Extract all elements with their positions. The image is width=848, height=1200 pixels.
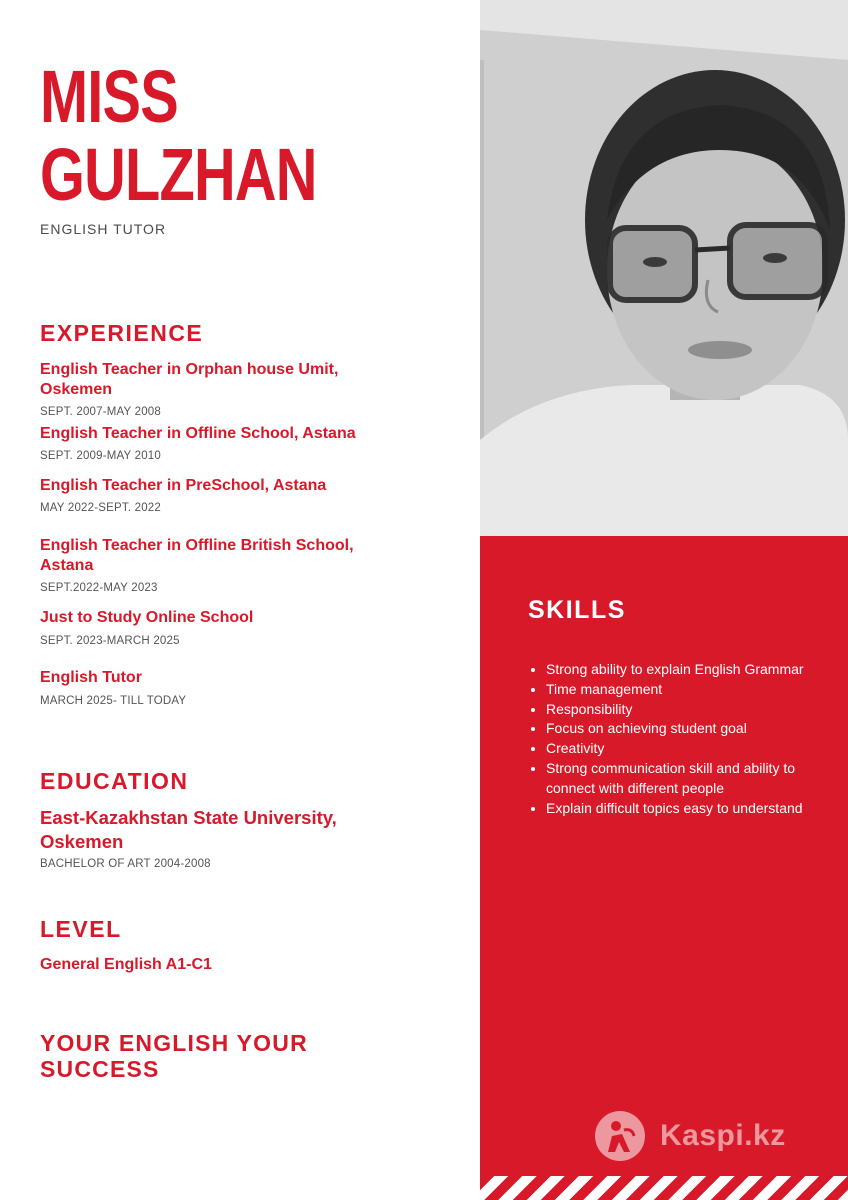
education-degree: BACHELOR OF ART 2004-2008 bbox=[40, 858, 211, 870]
profile-photo-illustration bbox=[480, 0, 848, 536]
skills-heading: SKILLS bbox=[528, 596, 626, 624]
name-line-1: MISS bbox=[40, 55, 178, 138]
skill-item: • Time management bbox=[546, 680, 836, 700]
education-heading: EDUCATION bbox=[40, 768, 189, 794]
job-subtitle: ENGLISH TUTOR bbox=[40, 221, 167, 237]
experience-item-title: English Teacher in Orphan house Umit, Oskemen bbox=[40, 361, 339, 398]
profile-photo bbox=[480, 0, 848, 536]
experience-heading: EXPERIENCE bbox=[40, 320, 204, 346]
skills-list bbox=[528, 660, 836, 818]
experience-item-title: English Teacher in PreSchool, Astana bbox=[40, 477, 327, 494]
skills-panel bbox=[480, 536, 848, 1176]
level-value: General English A1-C1 bbox=[40, 956, 212, 973]
experience-item-date: SEPT.2022-MAY 2023 bbox=[40, 582, 158, 594]
slogan: YOUR ENGLISH YOUR SUCCESS bbox=[40, 1030, 308, 1082]
skill-item: • Strong communication skill and ability to connect with different people bbox=[546, 759, 836, 799]
name-line-2: GULZHAN bbox=[40, 133, 317, 216]
experience-item-title: English Tutor bbox=[40, 669, 142, 686]
skill-item: • Strong ability to explain English Grammar bbox=[546, 660, 836, 680]
experience-item-date: SEPT. 2007-MAY 2008 bbox=[40, 406, 162, 418]
skill-item: • Focus on achieving student goal bbox=[546, 719, 836, 739]
experience-item-title: English Teacher in Offline British School, Astana bbox=[40, 537, 354, 574]
skill-item: • Creativity bbox=[546, 739, 836, 759]
experience-item-date: SEPT. 2023-MARCH 2025 bbox=[40, 635, 180, 647]
experience-item-date: SEPT. 2009-MAY 2010 bbox=[40, 450, 162, 462]
skill-item: • Responsibility bbox=[546, 700, 836, 720]
kaspi-watermark bbox=[594, 1110, 786, 1162]
experience-item-date: MARCH 2025- TILL TODAY bbox=[40, 695, 187, 707]
level-heading: LEVEL bbox=[40, 916, 122, 942]
skill-item: • Explain difficult topics easy to understand bbox=[546, 799, 836, 819]
experience-item-date: MAY 2022-SEPT. 2022 bbox=[40, 502, 162, 514]
education-school: East-Kazakhstan State University, Oskemen bbox=[40, 807, 337, 852]
decorative-stripes bbox=[480, 1176, 848, 1200]
watermark-text: Kaspi.kz bbox=[660, 1119, 786, 1152]
resume-name bbox=[40, 55, 317, 216]
experience-item-title: Just to Study Online School bbox=[40, 609, 254, 626]
experience-item-title: English Teacher in Offline School, Astana bbox=[40, 425, 356, 442]
kaspi-logo-icon bbox=[594, 1110, 646, 1162]
